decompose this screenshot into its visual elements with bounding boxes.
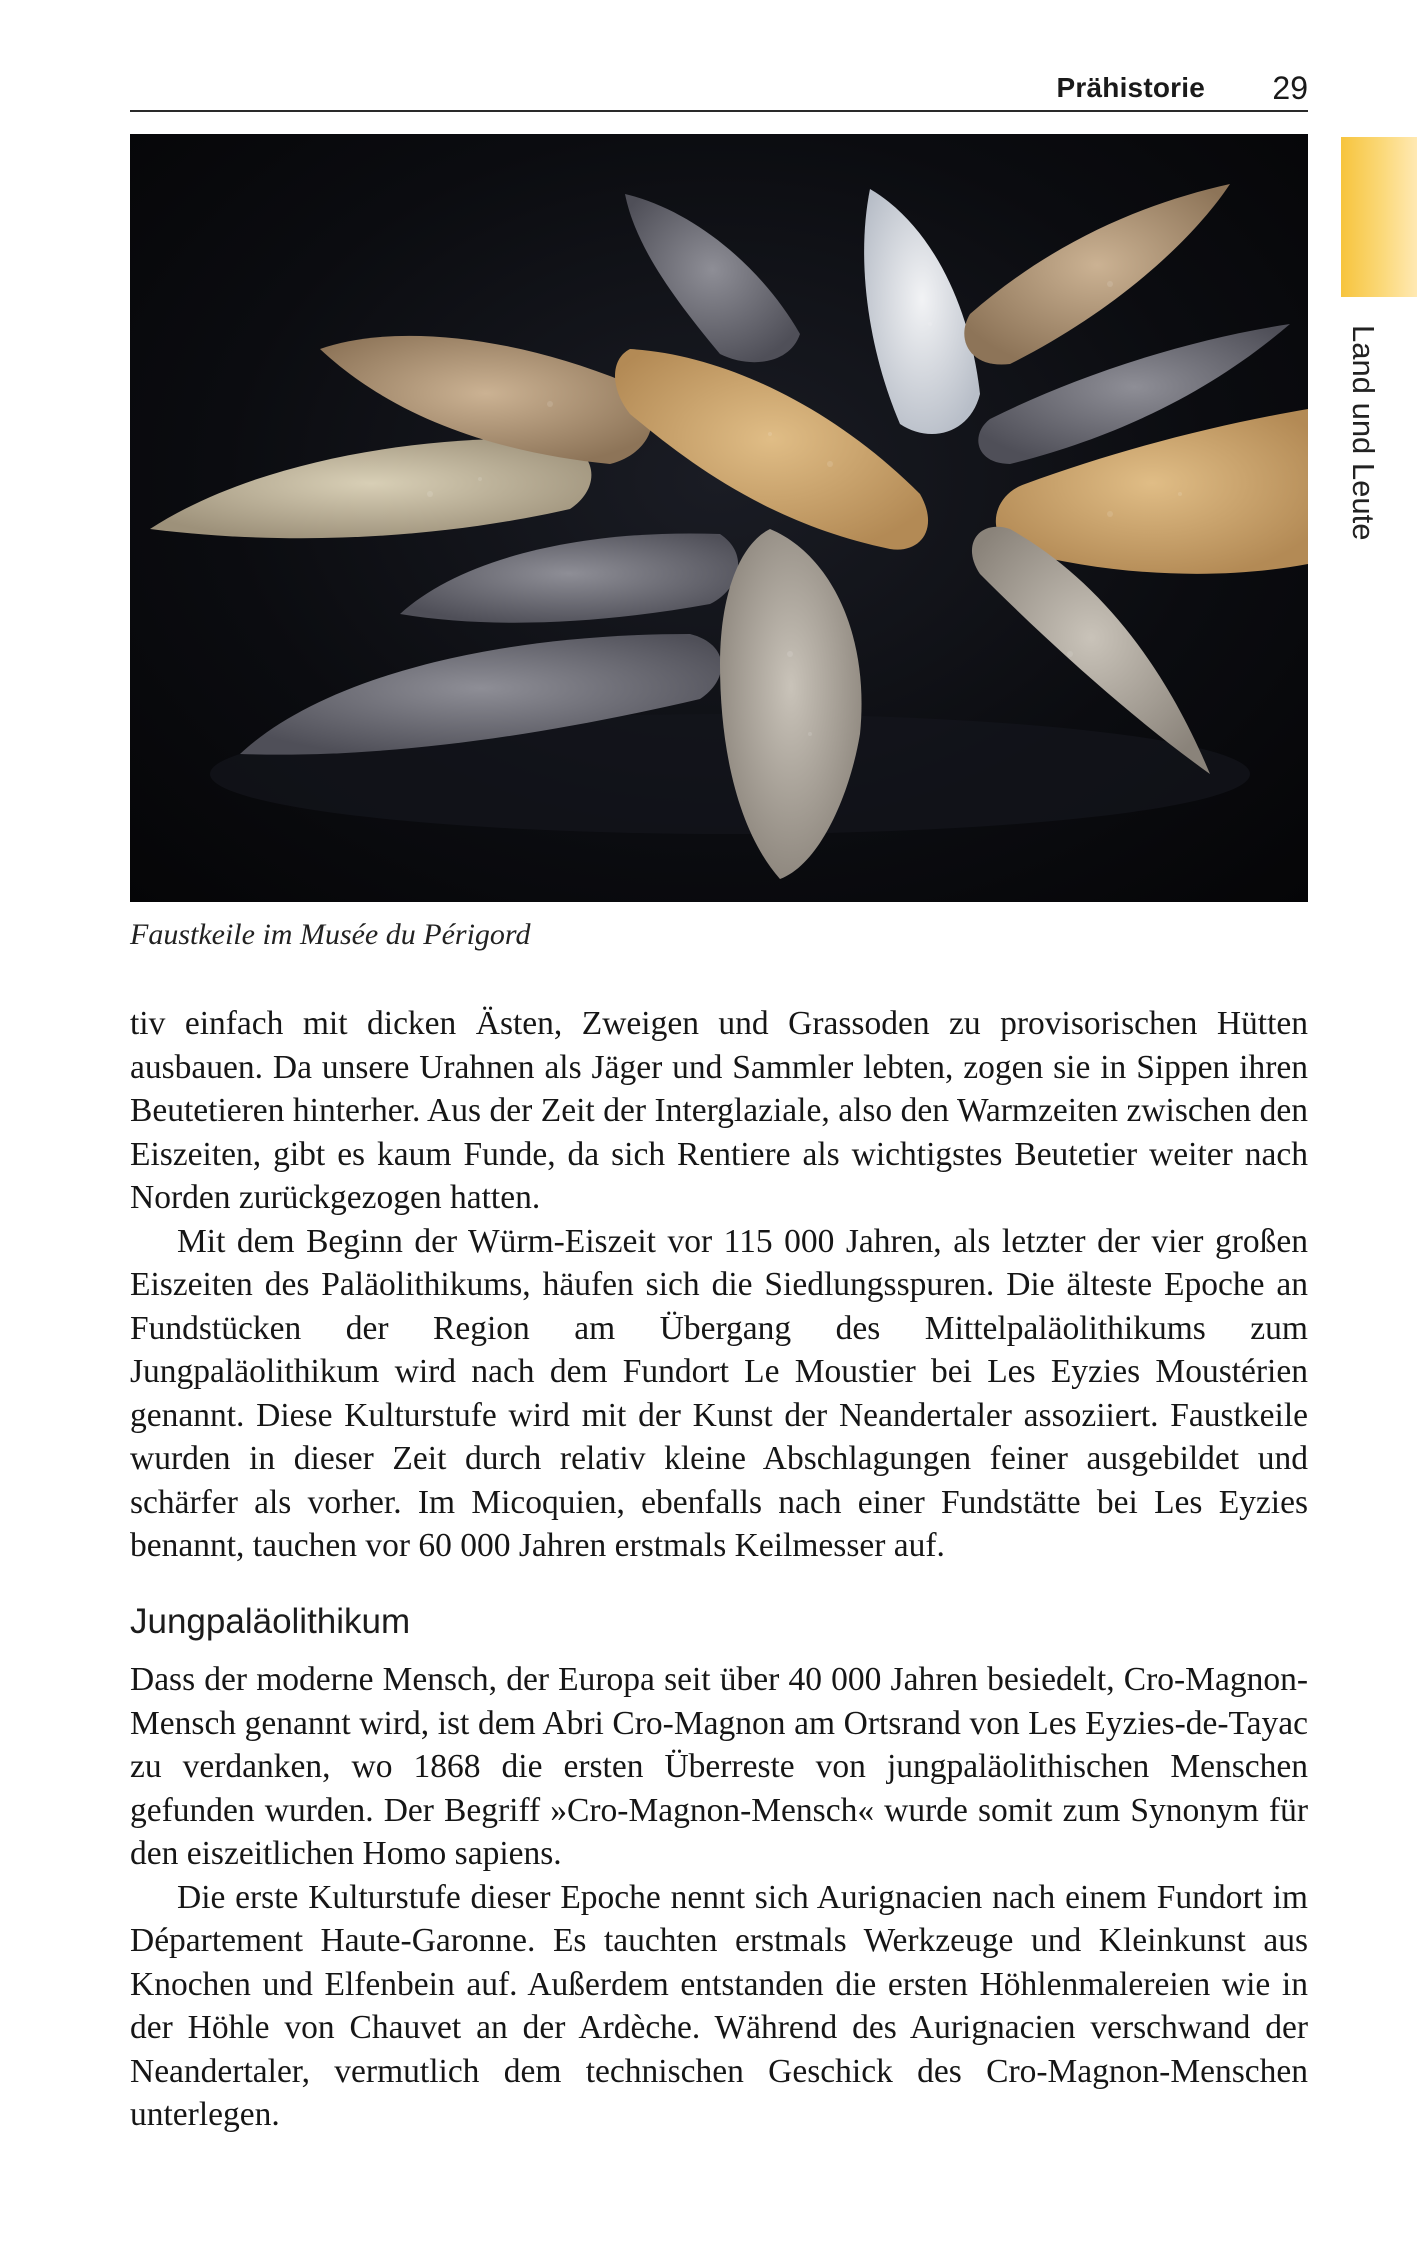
body-text-upper — [130, 1002, 1308, 1568]
paragraph: tiv einfach mit dicken Ästen, Zweigen und Grassoden zu provisorischen Hütten ausbauen. Da unsere Urahnen als Jäger und Sammler lebten, zogen sie in Sippen ihren Beutetieren hinterher. Aus der Zeit der Interglaziale, also den Warmzeiten zwischen den Eiszeiten, gibt es kaum Funde, da sich Rentiere als wichtigstes Beutetier weiter nach Norden zurückgezogen hatten. — [130, 1005, 1308, 1216]
hand-axes-photo — [130, 134, 1308, 902]
figure-caption: Faustkeile im Musée du Périgord — [130, 918, 531, 951]
chapter-tab-label: Land und Leute — [1346, 325, 1381, 541]
hand-axes-illustration — [130, 134, 1308, 902]
paragraph: Die erste Kulturstufe dieser Epoche nennt sich Aurignacien nach einem Fundort im Département Haute-Garonne. Es tauchten erstmals Werkzeuge und Kleinkunst aus Knochen und Elfenbein auf. Außerdem entstanden die ersten Höhlenmalereien wie in der Höhle von Chauvet an der Ardèche. Während des Aurignacien verschwand der Neandertaler, vermutlich dem technischen Geschick des Cro-Magnon-Menschen unterlegen. — [130, 1878, 1308, 2133]
paragraph: Mit dem Beginn der Würm-Eiszeit vor 115 000 Jahren, als letzter der vier großen Eiszeiten des Paläolithikums, häufen sich die Siedlungsspuren. Die älteste Epoche an Fundstücken der Region am Übergang des Mittelpaläolithikums zum Jungpaläolithikum wird nach dem Fundort Le Moustier bei Les Eyzies Moustérien genannt. Diese Kulturstufe wird mit der Kunst der Neandertaler assoziiert. Faustkeile wurden in dieser Zeit durch relativ kleine Abschlagungen feiner ausgebildet und schärfer als vorher. Im Micoquien, ebenfalls nach einer Fundstätte bei Les Eyzies benannt, tauchen vor 60 000 Jahren erstmals Keilmesser auf. — [130, 1222, 1308, 1564]
body-text-lower — [130, 1658, 1308, 2137]
chapter-tab-label-wrapper — [1333, 325, 1393, 565]
section-title: Prähistorie — [1056, 72, 1205, 103]
paragraph: Dass der moderne Mensch, der Europa seit über 40 000 Jahren besiedelt, Cro-Magnon-Mensch genannt wird, ist dem Abri Cro-Magnon am Ortsrand von Les Eyzies-de-Tayac zu verdanken, wo 1868 die ersten Überreste von jungpaläolithischen Menschen gefunden wurden. Der Begriff »Cro-Magnon-Mensch« wurde somit zum Synonym für den eiszeitlichen Homo sapiens. — [130, 1661, 1308, 1872]
running-head — [130, 68, 1308, 112]
page-number: 29 — [1272, 70, 1308, 106]
chapter-tab — [1341, 137, 1417, 297]
subheading: Jungpaläolithikum — [130, 1602, 411, 1641]
